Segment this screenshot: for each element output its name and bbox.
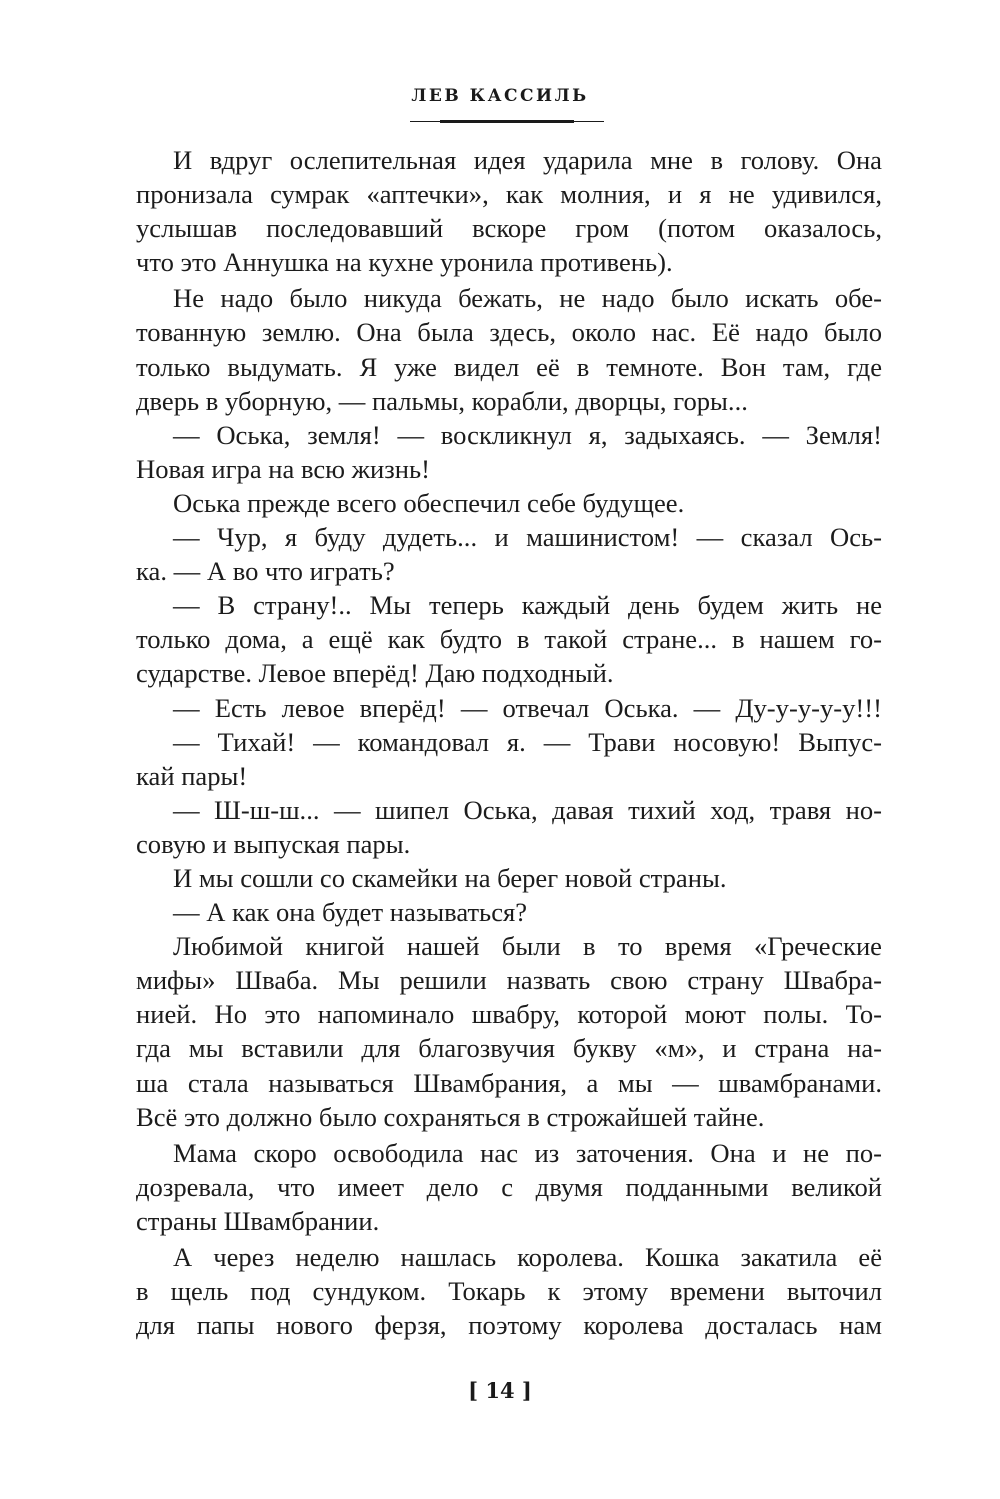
text-line: дверь в уборную, — пальмы, корабли, дворцы, горы... (136, 385, 748, 416)
text-line: Всё это должно было сохраняться в строжайшей тайне. (136, 1101, 765, 1132)
text-line: А через неделю нашлась королева. Кошка закатила её (173, 1242, 882, 1272)
text-line: ша стала называться Швамбрания, а мы — швамбранами. (136, 1067, 882, 1098)
text-line: совую и выпуская пары. (136, 828, 411, 859)
text-line: — Есть левое вперёд! — отвечал Оська. — Ду-у-у-у-у!!! (173, 692, 882, 723)
text-line: в щель под сундуком. Токарь к этому времени выточил (136, 1276, 882, 1307)
text-line: услышав последовавший вскоре гром (потом оказалось, (136, 213, 882, 244)
text-line: тованную землю. Она была здесь, около нас. Её надо было (136, 317, 882, 348)
text-line: — Ш-ш-ш... — шипел Оська, давая тихий ход, травя но- (173, 794, 882, 825)
text-line: мифы» Шваба. Мы решили назвать свою страну Швабра- (136, 965, 882, 996)
text-line: И вдруг ослепительная идея ударила мне в голову. Она (173, 145, 882, 175)
text-line: только дома, а ещё как будто в такой стране... в нашем го- (136, 624, 882, 655)
text-line: Новая игра на всю жизнь! (136, 453, 431, 484)
text-line: дозревала, что имеет дело с двумя подданными великой (136, 1171, 882, 1202)
text-line: сударстве. Левое вперёд! Даю подходный. (136, 658, 614, 689)
text-line: кай пары! (136, 760, 248, 791)
text-line: гда мы вставили для благозвучия букву «м», и страна на- (136, 1033, 882, 1064)
running-head-author: ЛЕВ КАССИЛЬ (411, 86, 589, 106)
text-line: что это Аннушка на кухне уронила противень). (136, 247, 673, 278)
text-line: ка. — А во что играть? (136, 556, 395, 587)
text-line: Мама скоро освободила нас из заточения. Она и не по- (173, 1137, 882, 1168)
text-line: — Тихай! — командовал я. — Трави носовую! Выпус- (173, 726, 882, 757)
text-line: И мы сошли со скамейки на берег новой страны. (173, 862, 727, 893)
header-rule-accent (440, 120, 574, 123)
text-line: — Оська, земля! — воскликнул я, задыхаясь. — Земля! (173, 419, 882, 450)
body-text (136, 143, 882, 1342)
page-number: [ 14 ] (468, 1378, 532, 1403)
text-line: только выдумать. Я уже видел её в темноте. Вон там, где (136, 351, 882, 382)
text-line: — Чур, я буду дудеть... и машинистом! — сказал Ось- (173, 522, 882, 553)
text-line: Любимой книгой нашей были в то время «Греческие (173, 931, 882, 962)
text-line: Не надо было никуда бежать, не надо было искать обе- (173, 283, 882, 314)
text-line: для папы нового ферзя, поэтому королева досталась нам (136, 1310, 882, 1341)
text-line: страны Швамбрании. (136, 1205, 380, 1236)
text-line: — В страну!.. Мы теперь каждый день будем жить не (173, 590, 882, 621)
text-line: — А как она будет называться? (173, 897, 528, 928)
text-line: нией. Но это напоминало швабру, которой моют полы. То- (136, 999, 882, 1030)
text-line: пронизала сумрак «аптечки», как молния, и я не удивился, (136, 179, 882, 210)
text-line: Оська прежде всего обеспечил себе будущее. (173, 487, 685, 518)
